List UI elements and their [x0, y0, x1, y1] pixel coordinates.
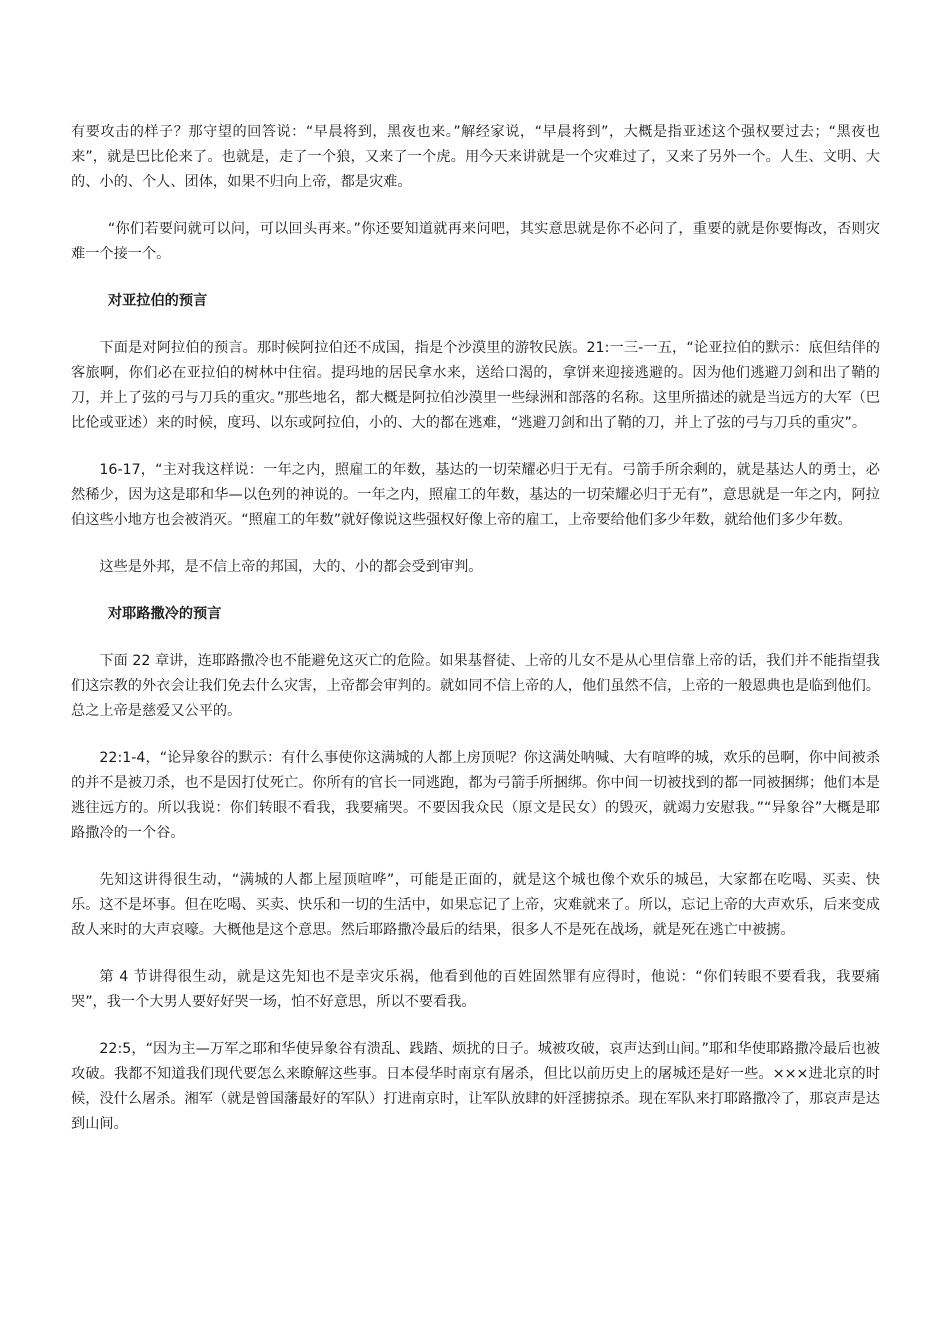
section-heading-arabia: 对亚拉伯的预言: [107, 293, 208, 309]
document-page: [71, 120, 880, 1159]
section-heading-jerusalem: 对耶路撒冷的预言: [107, 606, 222, 622]
paragraph-arabia-prophecy: 下面是对阿拉伯的预言。那时候阿拉伯还不成国，指是个沙漠里的游牧民族。21:一三-一五，“论亚拉伯的默示：底但结伴的客旅啊，你们必在亚拉伯的树林中住宿。提玛地的居民拿水来，送给口渴的，拿饼来迎接逃避的。因为他们逃避刀剑和出了鞘的刀，并上了弦的弓与刀兵的重灾。”那些地名，都大概是阿拉伯沙漠里一些绿洲和部落的名称。这里所描述的就是当远方的大军（巴比伦或亚述）来的时候，度玛、以东或阿拉伯，小的、大的都在逃难，“逃避刀剑和出了鞘的刀，并上了弦的弓与刀兵的重灾”。: [71, 340, 880, 431]
paragraph-watchman-answer: 有要攻击的样子？那守望的回答说：“早晨将到，黑夜也来。”解经家说，“早晨将到”，大概是指亚述这个强权要过去；“黑夜也来”，就是巴比伦来了。也就是，走了一个狼，又来了一个虎。用今天来讲就是一个灾难过了，又来了另外一个。人生、文明、大的、小的、个人、团体，如果不归向上帝，都是灾难。: [71, 124, 880, 190]
paragraph-verse-4-weeping: 第 4 节讲得很生动，就是这先知也不是幸灾乐祸，他看到他的百姓固然罪有应得时，他说：“你们转眼不要看我，我要痛哭”，我一个大男人要好好哭一场，怕不好意思，所以不要看我。: [71, 969, 880, 1010]
paragraph-rooftop-tumult: 先知这讲得很生动，“满城的人都上屋顶喧哗”，可能是正面的，就是这个城也像个欢乐的城邑，大家都在吃喝、买卖、快乐。这不是坏事。但在吃喝、买卖、快乐和一切的生活中，如果忘记了上帝，灾难就来了。所以，忘记上帝的大声欢乐，后来变成敌人来时的大声哀嚎。大概他是这个意思。然后耶路撒冷最后的结果，很多人不是死在战场，就是死在逃亡中被掳。: [71, 872, 880, 938]
paragraph-verse-5-siege: 22:5，“因为主—万军之耶和华使异象谷有溃乱、践踏、烦扰的日子。城被攻破，哀声达到山间。”耶和华使耶路撒冷最后也被攻破。我都不知道我们现代要怎么来瞭解这些事。日本侵华时南京有屠杀，但比以前历史上的屠城还是好一些。×××进北京的时候，没什么屠杀。湘军（就是曾国藩最好的军队）打进南京时，让军队放肆的奸淫掳掠杀。现在军队来打耶路撒冷了，那哀声是达到山间。: [71, 1041, 880, 1132]
paragraph-chapter-22-intro: 下面 22 章讲，连耶路撒冷也不能避免这灭亡的危险。如果基督徒、上帝的儿女不是从心里信靠上帝的话，我们并不能指望我们这宗教的外衣会让我们免去什么灾害，上帝都会审判的。就如同不信上帝的人，他们虽然不信，上帝的一般恩典也是临到他们。总之上帝是慈爱又公平的。: [71, 653, 880, 719]
paragraph-valley-of-vision: 22:1-4，“论异象谷的默示：有什么事使你这满城的人都上房顶呢？你这满处呐喊、大有喧哗的城，欢乐的邑啊，你中间被杀的并不是被刀杀，也不是因打仗死亡。你所有的官长一同逃跑，都为弓箭手所捆绑。你中间一切被找到的都一同被捆绑；他们本是逃往远方的。所以我说：你们转眼不看我，我要痛哭。不要因我众民（原文是民女）的毁灭，就竭力安慰我。”“异象谷”大概是耶路撒冷的一个谷。: [71, 750, 881, 841]
paragraph-ask-again: “你们若要问就可以问，可以回头再来。”你还要知道就再来问吧，其实意思就是你不必问了，重要的就是你要悔改，否则灾难一个接一个。: [71, 221, 880, 262]
paragraph-kedar-glory: 16-17，“主对我这样说：一年之内，照雇工的年数，基达的一切荣耀必归于无有。弓箭手所余剩的，就是基达人的勇士，必然稀少，因为这是耶和华—以色列的神说的。一年之内，照雇工的年数，基达的一切荣耀必归于无有”，意思就是一年之内，阿拉伯这些小地方也会被消灭。“照雇工的年数”就好像说这些强权好像上帝的雇工，上帝要给他们多少年数，就给他们多少年数。: [71, 462, 880, 528]
paragraph-gentile-nations: 这些是外邦，是不信上帝的邦国，大的、小的都会受到审判。: [99, 559, 483, 575]
